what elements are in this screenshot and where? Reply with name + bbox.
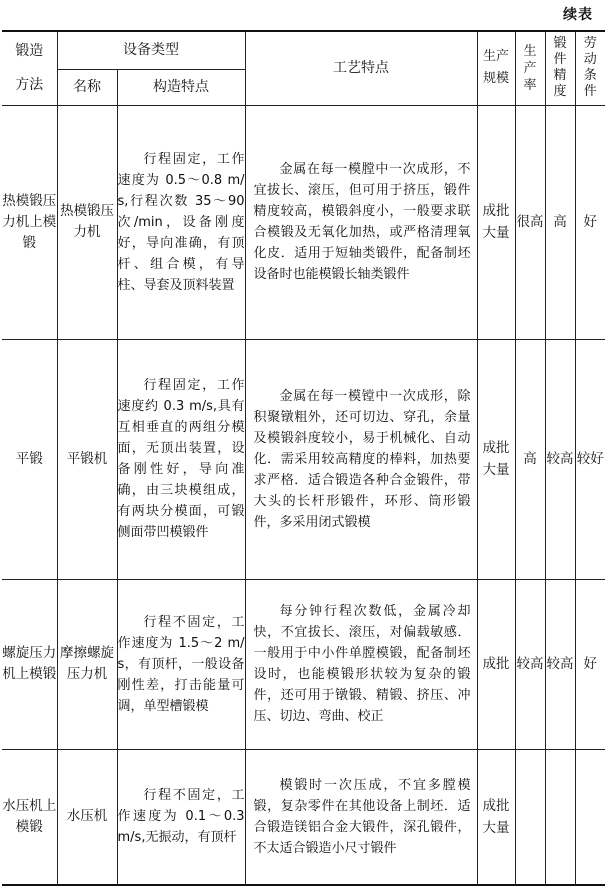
cell-productivity [515,749,545,885]
header-name: 名称 [57,69,117,105]
cell-process: 每分钟行程次数低，金属冷却快，不宜拔长、滚压，对偏载敏感．一般用于中小件单膛模锻，配备制坯设时，也能模锻形状较为复杂的锻件，还可用于镦锻、精锻、挤压、冲压、切边、弯曲、校正 [245,579,477,749]
header-labor-conditions-label: 劳动条件 [583,36,597,100]
table-row [2,105,605,339]
header-precision-label: 锻件精度 [553,36,567,100]
cell-process: 模锻时一次压成，不宜多膛模锻，复杂零件在其他设备上制坯．适合锻造镁铝合金大锻件，深孔锻件，不太适合锻造小尺寸锻件 [245,749,477,885]
cell-process: 金属在每一模膛中一次成形，不宜拔长、滚压，但可用于挤压，锻件精度较高，模锻斜度小，一般要求联合模锻及无氧化加热，或严格清理氧化皮．适用于短轴类锻件，配备制坯设备时也能模锻长轴类锻件 [245,105,477,339]
cell-precision: 高 [545,105,575,339]
cell-name: 热模锻压力机 [57,105,117,339]
header-precision [545,31,575,105]
forging-methods-table [2,30,605,886]
cell-production-scale: 成批大量 [477,339,515,579]
header-production-scale [477,31,515,105]
header-equipment-type: 设备类型 [57,31,245,69]
cell-productivity: 较高 [515,579,545,749]
cell-productivity: 高 [515,339,545,579]
header-row-1 [2,31,605,69]
cell-production-scale: 成批大量 [477,105,515,339]
cell-production-scale: 成批大量 [477,749,515,885]
cell-labor-conditions [575,749,605,885]
cell-production-scale: 成批 [477,579,515,749]
cell-labor-conditions: 好 [575,579,605,749]
header-structure: 构造特点 [117,69,245,105]
cell-method: 热模锻压力机上模锻 [2,105,57,339]
cell-method: 水压机上模锻 [2,749,57,885]
cell-structure: 行程不固定，工作速度为 0.1～0.3 m/s,无振动，有顶杆 [117,749,245,885]
cell-precision [545,749,575,885]
table-row [2,339,605,579]
cell-precision: 较高 [545,579,575,749]
continued-label: 续表 [563,7,593,23]
cell-name: 水压机 [57,749,117,885]
cell-structure: 行程不固定，工作速度为 1.5～2 m/s，有顶杆，一般设备刚性差，打击能量可调，单型槽锻模 [117,579,245,749]
cell-productivity: 很高 [515,105,545,339]
header-method-label: 锻造方法 [15,43,44,94]
cell-structure: 行程固定，工作速度约 0.3 m/s,具有互相垂直的两组分模面，无顶出装置，设备刚性好，导向准确，由三块模组成，有两块分模面，可锻侧面带凹模锻件 [117,339,245,579]
table-row [2,749,605,885]
header-production-scale-label: 生产规模 [482,49,509,87]
cell-method: 螺旋压力机上模锻 [2,579,57,749]
table-row [2,579,605,749]
header-labor-conditions [575,31,605,105]
cell-name: 平锻机 [57,339,117,579]
cell-name: 摩擦螺旋压力机 [57,579,117,749]
cell-method: 平锻 [2,339,57,579]
header-method [2,31,57,105]
cell-structure: 行程固定，工作速度为 0.5～0.8 m/s,行程次数 35～90 次/min，设备刚度好，导向准确，有顶杆、组合模，有导柱、导套及顶料装置 [117,105,245,339]
cell-labor-conditions: 较好 [575,339,605,579]
header-process: 工艺特点 [245,31,477,105]
cell-precision: 较高 [545,339,575,579]
cell-process: 金属在每一模镗中一次成形，除积聚镦粗外，还可切边、穿孔，余量及模锻斜度较小，易于机械化、自动化．需采用较高精度的棒料，加热要求严格．适合锻造各种合金锻件，带大头的长杆形锻件，环形、筒形锻件，多采用闭式锻模 [245,339,477,579]
header-productivity [515,31,545,105]
header-productivity-label: 生产率 [523,43,537,93]
cell-labor-conditions: 好 [575,105,605,339]
